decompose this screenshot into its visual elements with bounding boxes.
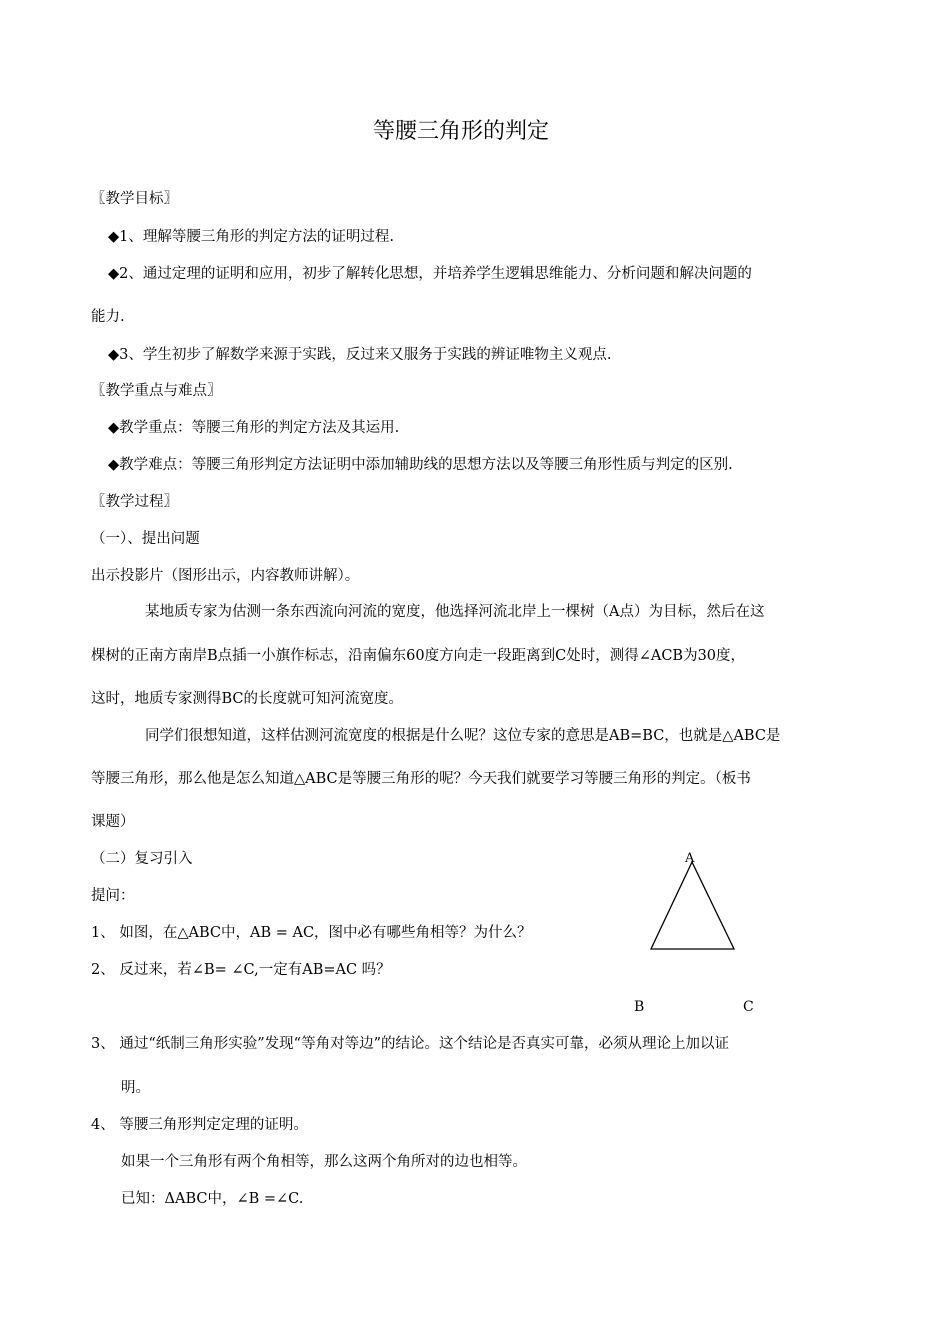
question-2: 2、 反过来，若∠B= ∠C,一定有AB=AC 吗？ (91, 962, 391, 978)
question-4: 4、 等腰三角形判定定理的证明。 (91, 1117, 308, 1133)
part2-ask: 提问： (91, 888, 135, 904)
goal-1: ◆1、理解等腰三角形的判定方法的证明过程. (108, 229, 394, 245)
section-process: 〖教学过程〗 (91, 494, 178, 510)
section-goals: 〖教学目标〗 (91, 191, 178, 207)
question-3-line-1: 3、 通过“纸制三角形实验”发现“等角对等边”的结论。这个结论是否真实可靠，必须从理论上加以证 (91, 1036, 729, 1052)
part1-para2-line2: 等腰三角形，那么他是怎么知道△ABC是等腰三角形的呢？今天我们就要学习等腰三角形的判定。（板书 (91, 771, 751, 787)
question-1: 1、 如图，在△ABC中，AB = AC，图中必有哪些角相等？为什么？ (91, 925, 532, 941)
given-statement: 已知：ΔABC中，∠B =∠C. (121, 1191, 304, 1207)
keypoint-difficulty: ◆教学难点：等腰三角形判定方法证明中添加辅助线的思想方法以及等腰三角形性质与判定的区别. (108, 457, 733, 473)
part1-para1-line2: 棵树的正南方南岸B点插一小旗作标志，沿南偏东60度方向走一段距离到C处时，测得∠ACB为30度， (91, 648, 746, 664)
question-3-line-2: 明。 (121, 1080, 150, 1096)
goal-2-line-1: ◆2、通过定理的证明和应用，初步了解转化思想，并培养学生逻辑思维能力、分析问题和解决问题的 (108, 266, 752, 282)
goal-3: ◆3、学生初步了解数学来源于实践，反过来又服务于实践的辨证唯物主义观点. (108, 347, 612, 363)
part1-para1-line1: 某地质专家为估测一条东西流向河流的宽度，他选择河流北岸上一棵树（A点）为目标，然后在这 (145, 604, 765, 620)
vertex-label-b: B (634, 999, 645, 1015)
page-title: 等腰三角形的判定 (373, 119, 550, 144)
goal-2-line-2: 能力. (91, 309, 125, 325)
part1-para2-line1: 同学们很想知道，这样估测河流宽度的根据是什么呢？这位专家的意思是AB=BC，也就是△ABC是 (145, 728, 781, 744)
part2-heading: （二）复习引入 (91, 851, 193, 867)
part1-heading: （一）、提出问题 (91, 531, 200, 547)
part1-para2-line3: 课题） (91, 814, 135, 830)
vertex-label-c: C (743, 999, 754, 1015)
keypoint-focus: ◆教学重点：等腰三角形的判定方法及其运用. (108, 420, 400, 436)
vertex-label-a: A (685, 851, 695, 866)
part1-intro: 出示投影片（图形出示，内容教师讲解）。 (91, 568, 360, 584)
triangle-abc (651, 862, 734, 949)
part1-para1-line3: 这时，地质专家测得BC的长度就可知河流宽度。 (91, 691, 404, 707)
section-keypoints: 〖教学重点与难点〗 (91, 383, 222, 399)
theorem-statement: 如果一个三角形有两个角相等，那么这两个角所对的边也相等。 (121, 1154, 527, 1170)
